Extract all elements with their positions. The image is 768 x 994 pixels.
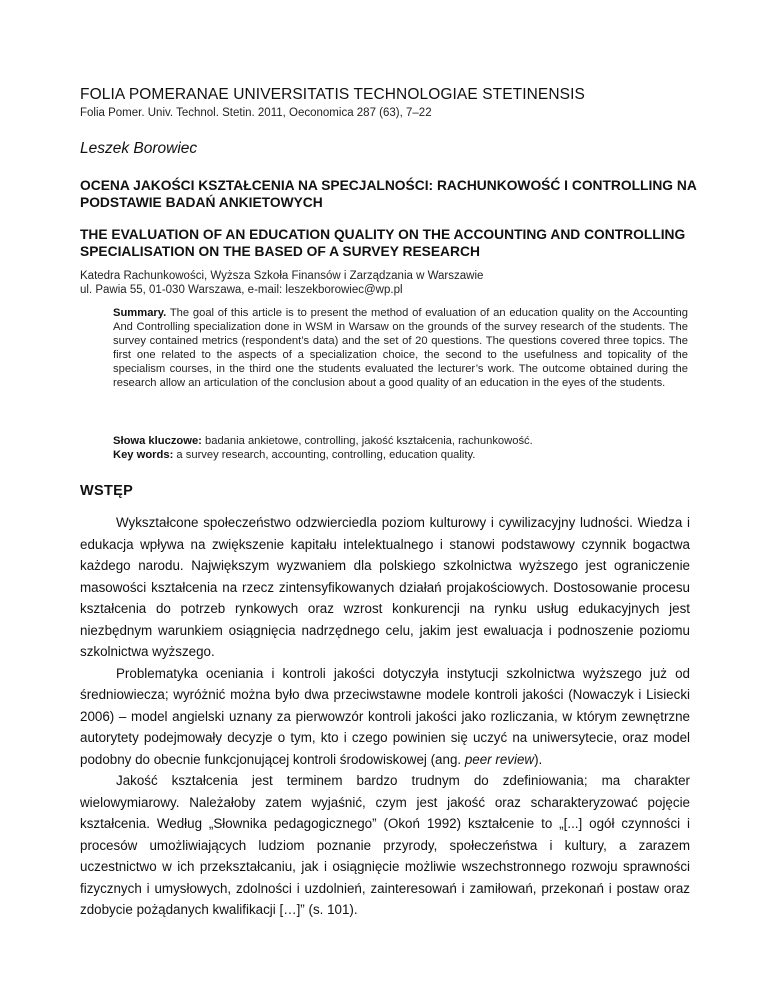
- affiliation: [80, 269, 700, 297]
- affiliation-line-1: Katedra Rachunkowości, Wyższa Szkoła Finansów i Zarządzania w Warszawie: [80, 270, 484, 282]
- paragraph-2-text-b: ).: [534, 751, 543, 767]
- keywords-english: [113, 448, 693, 462]
- journal-citation: Folia Pomer. Univ. Technol. Stetin. 2011, Oeconomica 287 (63), 7–22: [80, 107, 432, 119]
- keywords-english-label: Key words:: [113, 449, 174, 461]
- paragraph-3: Jakość kształcenia jest terminem bardzo trudnym do zdefiniowania; ma charakter wielowymiarowy. Należałoby zatem wyjaśnić, czym jest jakość oraz scharakteryzować pojęcie kształcenia. Według „Słownika pedagogicznego” (Okoń 1992) kształcenie to „[...] ogół czynności i procesów umożliwiających ludziom poznanie przyrody, społeczeństwa i kultury, a zarazem uczestnictwo w ich przekształcaniu, jak i osiągnięcie możliwie wszechstronnego rozwoju sprawności fizycznych i umysłowych, zdolności i uzdolnień, zainteresowań i zamiłowań, przekonań i postaw oraz zdobycie pożądanych kwalifikacji […]” (s. 101).: [80, 773, 690, 917]
- summary-block: [113, 306, 688, 390]
- paragraph-2-italic: peer review: [464, 751, 535, 767]
- keywords-english-text: a survey research, accounting, controlling, education quality.: [173, 449, 476, 461]
- journal-name: FOLIA POMERANAE UNIVERSITATIS TECHNOLOGIAE STETINENSIS: [80, 86, 585, 103]
- author-name: Leszek Borowiec: [80, 140, 198, 157]
- summary-text: The goal of this article is to present the method of evaluation of an education quality on the Accounting And Controlling specialization done in WSM in Warsaw on the grounds of the survey research of the students. The survey contained metrics (respondent’s data) and the set of 20 questions. The questions covered three topics. The first one related to the aspects of a specialization choice, the second to the usefulness and topicality of the specialism courses, in the third one the students evaluated the lecturer’s work. The outcome obtained during the research allow an articulation of the conclusion about a good quality of an education in the eyes of the students.: [113, 307, 688, 390]
- keywords-polish-label: Słowa kluczowe:: [113, 435, 202, 447]
- summary-label: Summary.: [113, 307, 167, 319]
- paragraph-2: [80, 663, 690, 771]
- affiliation-line-2: ul. Pawia 55, 01-030 Warszawa, e-mail: leszekborowiec@wp.pl: [80, 284, 403, 296]
- keywords-polish: [113, 434, 693, 448]
- paragraph-2-text-a: Problematyka oceniania i kontroli jakości dotyczyła instytucji szkolnictwa wyższego już od średniowiecza; wyróżnić można było dwa przeciwstawne modele kontroli jakości (Nowaczyk i Lisiecki 2006) – model angielski uznany za pierwowzór kontroli jakości jako rozliczania, w którym zewnętrzne autorytety podejmowały decyzje o tym, kto i czego powinien się uczyć na uniwersytecie, oraz model podobny do obecnie funkcjonującej kontroli środowiskowej (ang.: [80, 665, 690, 767]
- section-heading: WSTĘP: [80, 483, 134, 499]
- title-english: THE EVALUATION OF AN EDUCATION QUALITY ON THE ACCOUNTING AND CONTROLLING SPECIALISATION ON THE BASED OF A SURVEY RESEARCH: [80, 227, 686, 259]
- body-text: [80, 512, 690, 921]
- title-polish: OCENA JAKOŚCI KSZTAŁCENIA NA SPECJALNOŚCI: RACHUNKOWOŚĆ I CONTROLLING NA PODSTAWIE BADAŃ ANKIETOWYCH: [80, 178, 697, 210]
- paragraph-1: Wykształcone społeczeństwo odzwierciedla poziom kulturowy i cywilizacyjny ludności. Wiedza i edukacja wpływa na zwiększenie kapitału intelektualnego i stanowi podstawowy czynnik bogactwa każdego narodu. Największym wyzwaniem dla polskiego szkolnictwa wyższego jest ograniczenie masowości kształcenia na rzecz zintensyfikowanych działań projakościowych. Dostosowanie procesu kształcenia do potrzeb rynkowych oraz wzrost konkurencji na rynku usług edukacyjnych jest niezbędnym warunkiem osiągnięcia nadrzędnego celu, jakim jest ewaluacja i podnoszenie poziomu szkolnictwa wyższego.: [80, 515, 690, 659]
- keywords-polish-text: badania ankietowe, controlling, jakość kształcenia, rachunkowość.: [201, 435, 533, 447]
- keywords-block: [113, 434, 693, 462]
